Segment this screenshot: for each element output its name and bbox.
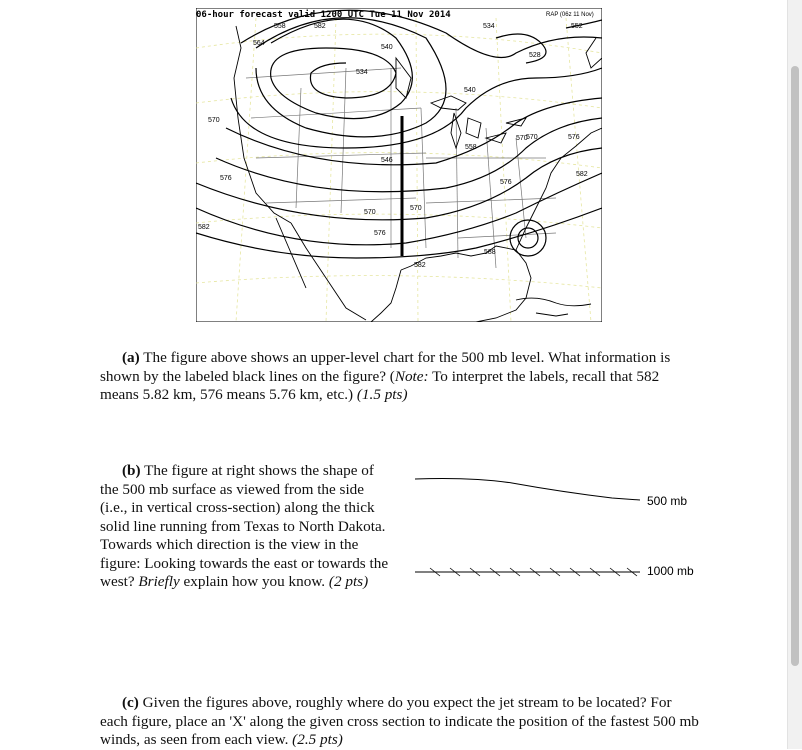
contour-label: 582 [576,171,588,178]
contour-label: 576 [500,179,512,186]
contour-label: 576 [220,175,232,182]
question-a [100,349,700,405]
contour-label: 582 [414,262,426,269]
contour-label: 552 [571,23,583,30]
surface-500mb-line [415,479,640,501]
map-title: 06-hour forecast valid 1200 UTC Tue 11 Nov 2014 [196,10,451,20]
contour-label: 576 [374,230,386,237]
question-a-note-label: Note: [394,367,429,385]
question-b [100,462,392,592]
contour-label: 540 [381,44,393,51]
question-b-briefly: Briefly [138,573,180,590]
contour-label: 570 [516,135,528,142]
contour-label: 582 [314,23,326,30]
cross-section-figure [412,470,712,590]
contour-label: 534 [483,23,495,30]
contour-label: 558 [274,23,286,30]
question-a-label: (a) [122,349,140,366]
contour-label: 546 [381,157,393,164]
contour-label: 576 [568,134,580,141]
question-b-text: The figure at right shows the shape of the 500 mb surface as viewed from the side (i.e., in vertical cross-section) along the thick solid line running from Texas to North Dakota. Towards which direction is the view in the figure: Looking towards the east or towards the west? [100,462,389,590]
contour-label: 534 [356,69,368,76]
question-b-points: (2 pts) [328,573,369,590]
question-a-text: The figure above shows an upper-level chart for the 500 mb level. What information is shown by the labeled black lines on the figure? ( [100,349,671,385]
contour-label: 558 [465,144,477,151]
question-a-note-text: To interpret the labels, recall that 582 means 5.82 km, 576 means 5.76 km, etc.) [100,367,660,403]
contour-label: 528 [529,52,541,59]
contour-label: 570 [410,205,422,212]
contour-label: 570 [208,117,220,124]
contour-label: 540 [464,87,476,94]
contour-label: 570 [526,134,538,141]
question-b-text-end: explain how you know. [179,573,326,590]
label-1000mb: 1000 mb [647,564,694,578]
contour-label: 564 [253,40,265,47]
question-c-text: Given the figures above, roughly where do you expect the jet stream to be located? For each figure, place an 'X' along the given cross section to indicate the position of the fastest 500 mb winds, as seen from each view. [100,694,699,748]
question-a-points: (1.5 pts) [356,386,408,403]
upper-level-map [196,8,602,322]
question-b-label: (b) [122,462,141,479]
label-500mb: 500 mb [647,494,688,508]
question-c-points: (2.5 pts) [292,731,343,748]
contour-label: 570 [364,209,376,216]
question-c [100,694,700,750]
scrollbar-thumb[interactable] [791,66,799,666]
map-corner-label: RAP (06z 11 Nov) [546,12,594,18]
contour-label: 588 [484,249,496,256]
contour-label: 582 [198,224,210,231]
question-c-label: (c) [122,694,139,711]
